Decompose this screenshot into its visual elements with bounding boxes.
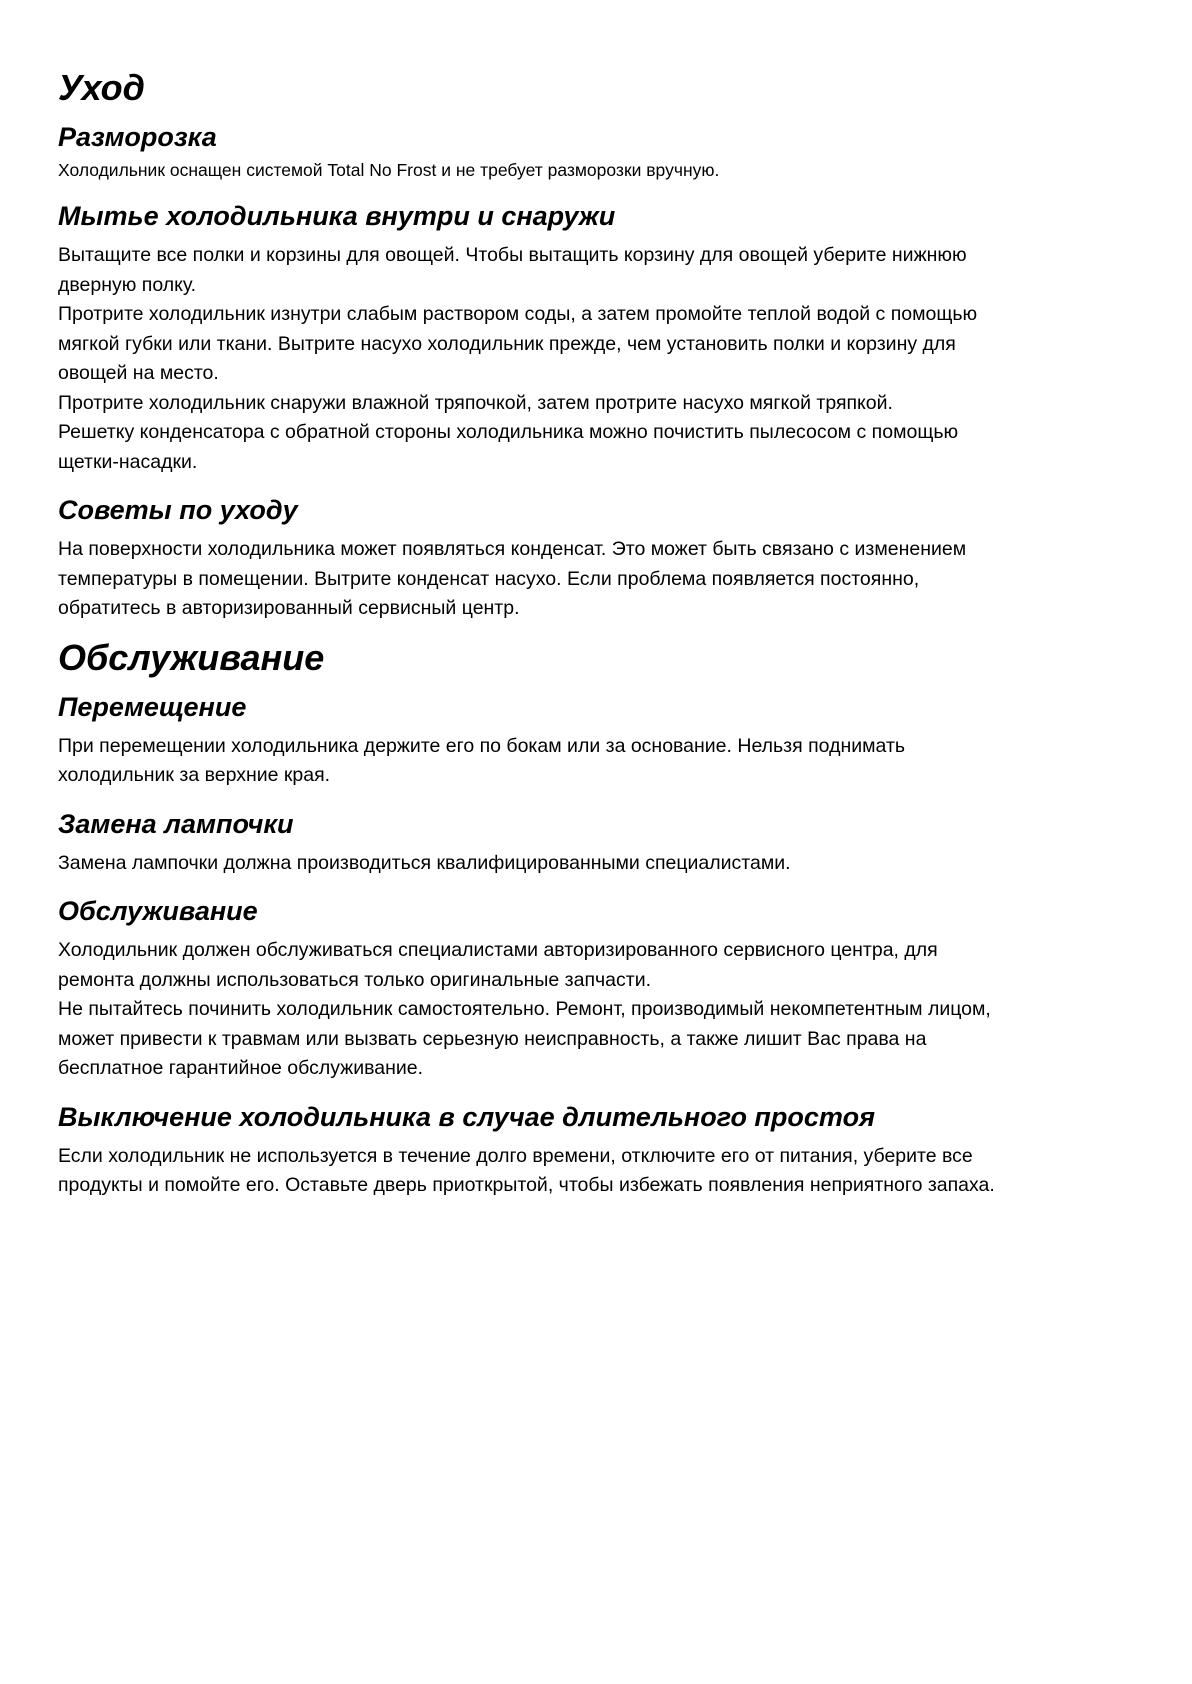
section-title-maintenance: Обслуживание [58,636,325,678]
text-line: дверную полку. [58,273,197,296]
text-line: холодильник за верхние края. [58,764,331,786]
text-line: Не пытайтесь починить холодильник самостоятельно. Ремонт, производимый некомпетентным лицом, [58,998,991,1020]
section-title-care: Уход [58,67,145,108]
text-line: обратитесь в авторизированный сервисный центр. [58,597,520,619]
document-page [58,62,1138,1201]
text-line: Замена лампочки должна производиться квалифицированными специалистами. [58,851,791,874]
text-line: продукты и помойте его. Оставьте дверь приоткрытой, чтобы избежать появления неприятного запаха. [58,1174,995,1196]
text-line: температуры в помещении. Вытрите конденсат насухо. Если проблема появляется постоянно, [58,567,920,590]
text-line: При перемещении холодильника держите его по бокам или за основание. Нельзя поднимать [58,734,906,757]
text-line: Решетку конденсатора с обратной стороны холодильника можно почистить пылесосом с помощью [58,421,959,443]
text-line: Если холодильник не используется в течение долго времени, отключите его от питания, уберите все [58,1144,973,1167]
paragraph-care-tips [58,535,1138,624]
text-line: бесплатное гарантийное обслуживание. [58,1057,424,1079]
heading-care-tips: Советы по уходу [58,495,298,525]
text-line: может привести к травмам или вызвать серьезную неисправность, а также лишит Вас права на [58,1027,927,1050]
paragraph-service [58,936,1138,1084]
text-line: Вытащите все полки и корзины для овощей. Чтобы вытащить корзину для овощей уберите нижнюю [58,244,967,266]
heading-service: Обслуживание [58,896,258,926]
text-line: овощей на место. [58,362,219,384]
text-line: ремонта должны использоваться только оригинальные запчасти. [58,968,652,991]
text-line: Протрите холодильник снаружи влажной тряпочкой, затем протрите насухо мягкой тряпкой. [58,391,893,414]
text-line: Протрите холодильник изнутри слабым раствором соды, а затем промойте теплой водой с помощью [58,303,978,325]
paragraph-moving [58,732,1138,791]
heading-long-shutdown: Выключение холодильника в случае длительного простоя [58,1101,875,1132]
text-line: мягкой губки или ткани. Вытрите насухо холодильник прежде, чем установить полки и корзину для [58,332,956,355]
heading-defrost: Разморозка [58,122,217,152]
text-line: На поверхности холодильника может появляться конденсат. Это может быть связано с изменением [58,538,967,560]
heading-lamp-replacement: Замена лампочки [58,808,294,839]
paragraph-lamp-replacement [58,849,1138,879]
heading-moving: Перемещение [58,691,247,722]
paragraph-washing [58,241,1138,477]
paragraph-defrost [58,156,1138,185]
paragraph-long-shutdown [58,1142,1138,1201]
text-line: щетки-насадки. [58,450,198,473]
text-line: Холодильник оснащен системой Total No Frost и не требует разморозки вручную. [58,160,720,180]
heading-washing: Мытье холодильника внутри и снаружи [58,201,616,231]
text-line: Холодильник должен обслуживаться специалистами авторизированного сервисного центра, для [58,939,938,961]
